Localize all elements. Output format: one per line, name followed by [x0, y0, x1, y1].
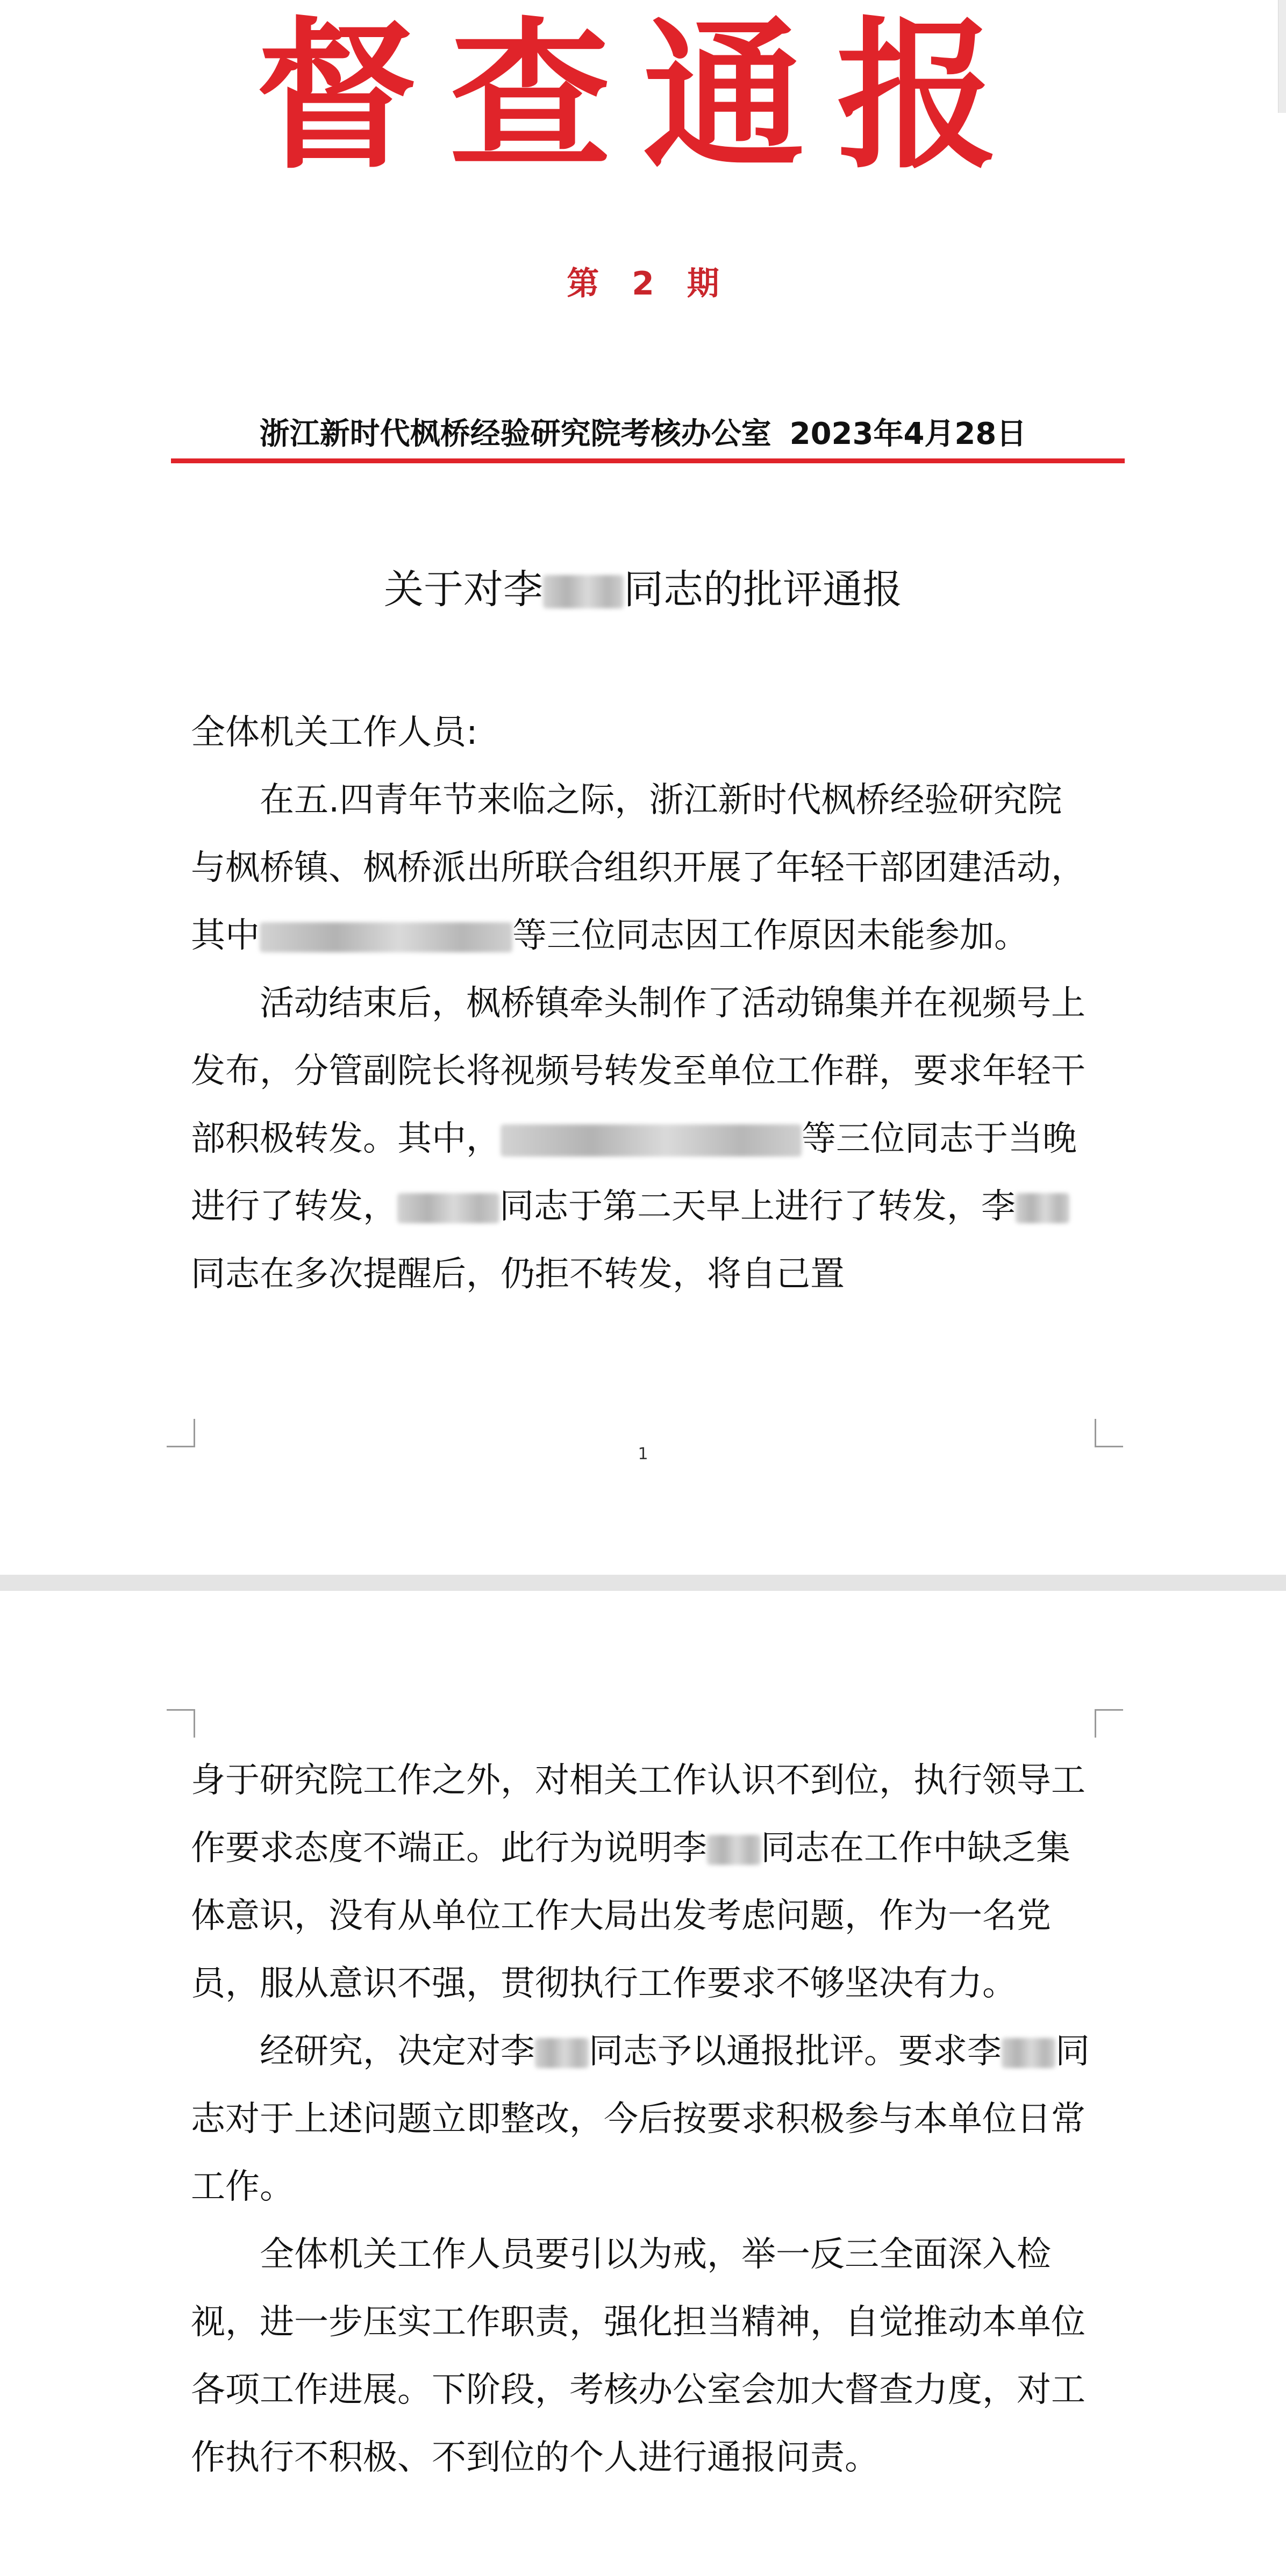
redacted-names	[260, 922, 512, 952]
p1-part-b: 等三位同志因工作原因未能参加。	[512, 916, 1028, 956]
margin-marker-bottom-right	[1095, 1419, 1123, 1447]
p2-part-b: 等三位同志于当晚进行了转发，	[191, 1119, 1077, 1226]
issuer-name: 浙江新时代枫桥经验研究院考核办公室	[259, 417, 771, 451]
masthead-title: 督查通报	[256, 3, 1030, 190]
margin-marker-top-left	[167, 1709, 195, 1738]
paragraph-3	[191, 1747, 1094, 2018]
title-before: 关于对李	[384, 566, 543, 613]
page-separator	[0, 1575, 1286, 1591]
redacted-name	[397, 1193, 499, 1223]
redacted-name	[1002, 2038, 1055, 2068]
redacted-name	[535, 2038, 589, 2068]
issue-date: 2023年4月28日	[789, 417, 1027, 451]
salutation: 全体机关工作人员:	[191, 713, 478, 752]
margin-marker-bottom-left	[167, 1419, 195, 1447]
p4-part-c: 同志对于上述问题立即整改，今后按要求积极参与本单位日常工作。	[191, 2032, 1090, 2207]
p2-part-a: 活动结束后，枫桥镇牵头制作了活动锦集并在视频号上发布，分管副院长将视频号转发至单位工作群，要求年轻干部积极转发。其中，	[191, 984, 1085, 1159]
paragraph-4	[191, 2018, 1094, 2221]
redacted-name	[543, 575, 624, 608]
p4-part-b: 同志予以通报批评。要求李	[589, 2032, 1002, 2071]
p4-part-a: 经研究，决定对李	[260, 2032, 535, 2071]
p2-part-d: 同志在多次提醒后，仍拒不转发，将自己置	[191, 1254, 845, 1294]
red-divider	[171, 458, 1125, 463]
document-title	[0, 566, 1286, 613]
p1-part-a: 在五.四青年节来临之际，浙江新时代枫桥经验研究院与枫桥镇、枫桥派出所联合组织开展了年轻干部团建活动，其中	[191, 780, 1085, 956]
issue-number: 第 2 期	[567, 265, 719, 303]
p3-part-b: 同志在工作中缺乏集体意识，没有从单位工作大局出发考虑问题，作为一名党员，服从意识不强，贯彻执行工作要求不够坚决有力。	[191, 1828, 1070, 2004]
redacted-name	[707, 1835, 761, 1865]
paragraph-1	[191, 766, 1094, 970]
margin-marker-top-right	[1095, 1709, 1123, 1738]
body-text-page-2	[191, 1747, 1094, 2492]
issuer-line	[0, 419, 1286, 449]
redacted-name	[1016, 1193, 1069, 1223]
document-page-2	[0, 1591, 1286, 2576]
body-text-page-1	[191, 699, 1094, 1308]
paragraph-2	[191, 970, 1094, 1308]
title-after: 同志的批评通报	[624, 566, 902, 613]
paragraph-5: 全体机关工作人员要引以为戒，举一反三全面深入检视，进一步压实工作职责，强化担当精神，自觉推动本单位各项工作进展。下阶段，考核办公室会加大督查力度，对工作执行不积极、不到位的个人进行通报问责。	[191, 2235, 1085, 2478]
p3-part-a: 身于研究院工作之外，对相关工作认识不到位，执行领导工作要求态度不端正。此行为说明李	[191, 1761, 1085, 1868]
redacted-names	[501, 1124, 802, 1157]
page-number: 1	[638, 1445, 648, 1463]
p2-part-c: 同志于第二天早上进行了转发，李	[499, 1187, 1016, 1226]
